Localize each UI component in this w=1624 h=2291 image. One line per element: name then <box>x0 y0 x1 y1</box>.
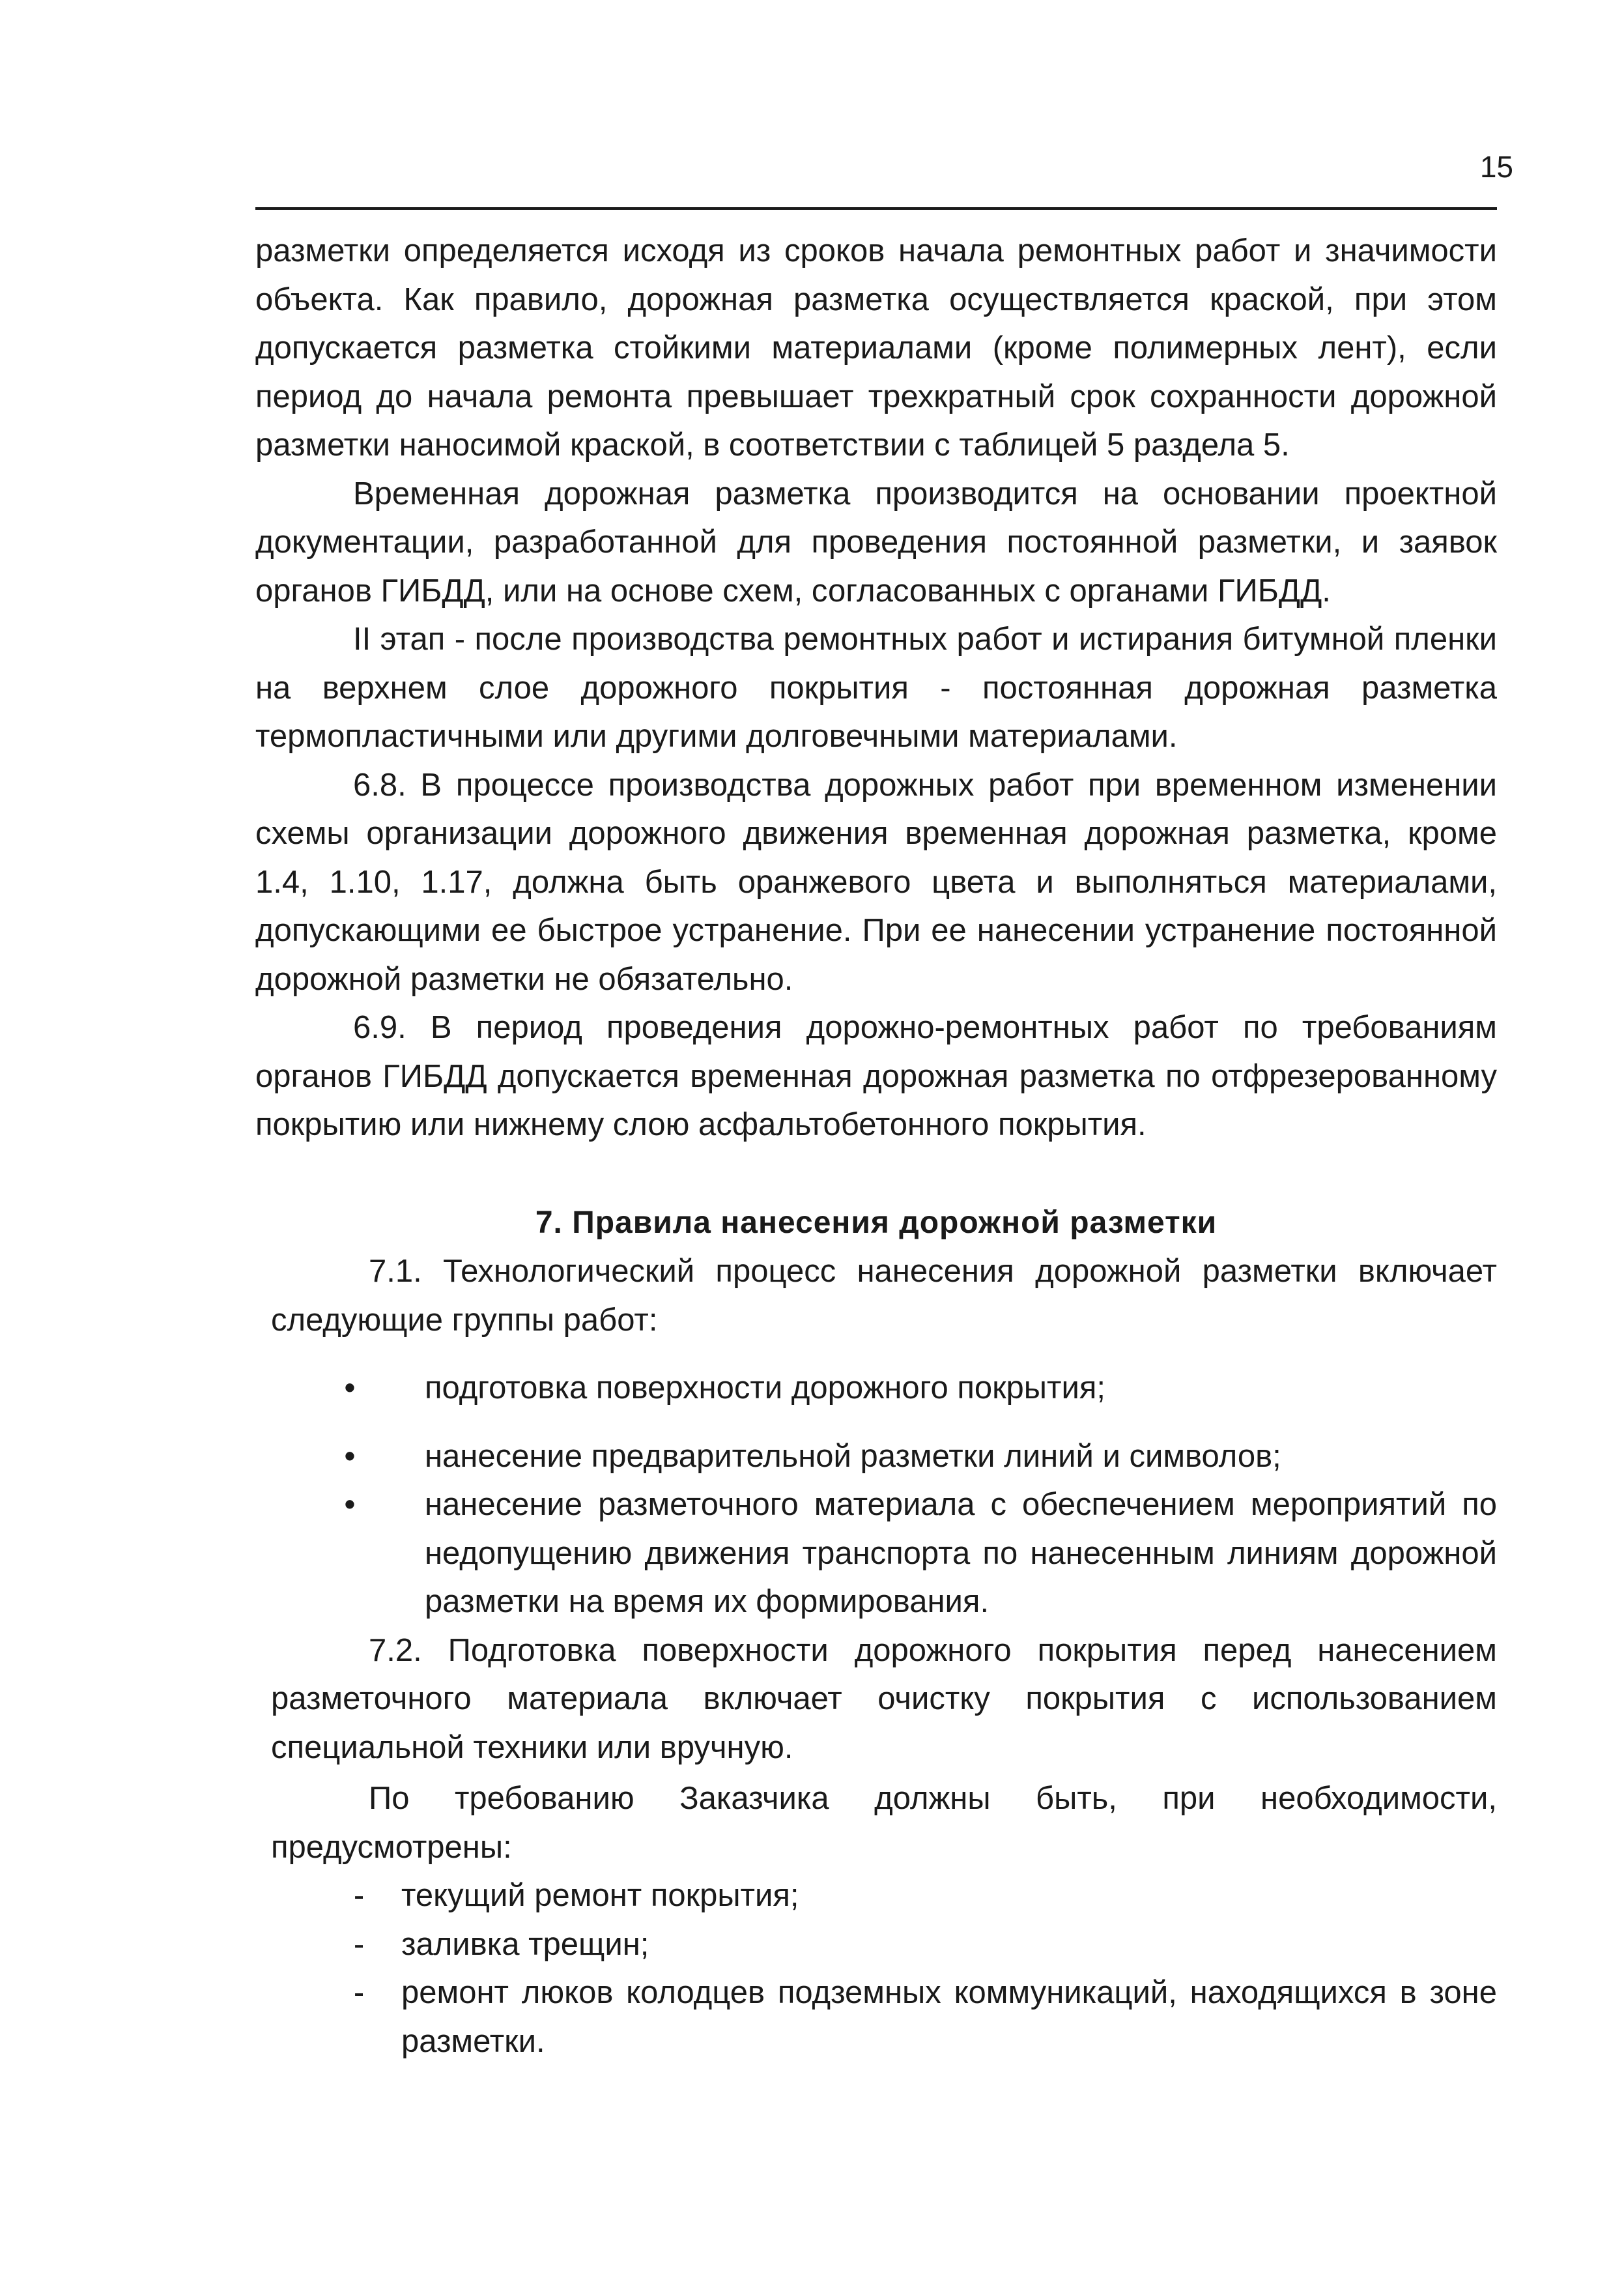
page-number: 15 <box>1479 150 1513 184</box>
paragraph-7-2: 7.2. Подготовка поверхности дорожного покрытия перед нанесением разметочного материала включает очистку покрытия с использованием специальной техники или вручную. <box>271 1632 1497 1765</box>
document-body <box>255 227 1497 2066</box>
list-item-text: нанесение предварительной разметки линий и символов; <box>425 1438 1281 1474</box>
paragraph-7-1: 7.1. Технологический процесс нанесения дорожной разметки включает следующие группы работ: <box>271 1254 1497 1338</box>
paragraph-6-8: 6.8. В процессе производства дорожных работ при временном изменении схемы организации дорожного движения временная дорожная разметка, кроме 1.4, 1.10, 1.17, должна быть оранжевого цвета и выполняться материалами, допускающими ее быстрое устранение. При ее нанесении устранение постоянной дорожной разметки не обязательно. <box>255 767 1497 997</box>
bullet-mark: • <box>344 1370 356 1405</box>
list-item <box>271 1871 1497 1920</box>
dash-mark: - <box>353 1926 365 1962</box>
section-7-body-continued <box>255 1626 1497 1872</box>
list-item-text: подготовка поверхности дорожного покрытия; <box>425 1370 1105 1405</box>
dash-mark: - <box>353 1975 365 2010</box>
bullet-mark: • <box>344 1487 356 1522</box>
list-item-text: текущий ремонт покрытия; <box>401 1878 799 1913</box>
dash-mark: - <box>353 1878 365 1913</box>
list-item <box>271 1920 1497 1969</box>
list-item <box>255 1432 1497 1481</box>
paragraph-customer-requirements: По требованию Заказчика должны быть, при необходимости, предусмотрены: <box>271 1781 1497 1865</box>
paragraph-6-9: 6.9. В период проведения дорожно-ремонтных работ по требованиям органов ГИБДД допускается временная дорожная разметка по отфрезерованному покрытию или нижнему слою асфальтобетонного покрытия. <box>255 1010 1497 1142</box>
list-item <box>271 1968 1497 2066</box>
bullet-mark: • <box>344 1438 356 1474</box>
dash-list <box>255 1871 1497 2066</box>
bullet-list <box>255 1364 1497 1626</box>
paragraph-temporary-marking: Временная дорожная разметка производится на основании проектной документации, разработанной для проведения постоянной разметки, и заявок органов ГИБДД, или на основе схем, согласованных с органами ГИБДД. <box>255 476 1497 609</box>
list-item-text: заливка трещин; <box>401 1926 649 1962</box>
list-item <box>255 1364 1497 1413</box>
section-7-body <box>255 1247 1497 1344</box>
section-heading: 7. Правила нанесения дорожной разметки <box>535 1205 1218 1240</box>
paragraph-stage-two: II этап - после производства ремонтных работ и истирания битумной пленки на верхнем слое дорожного покрытия - постоянная дорожная разметка термопластичными или другими долговечными материалами. <box>255 622 1497 754</box>
list-item <box>255 1480 1497 1626</box>
list-item-text: нанесение разметочного материала с обеспечением мероприятий по недопущению движения транспорта по нанесенным линиям дорожной разметки на время их формирования. <box>425 1487 1497 1619</box>
paragraph-continuation: разметки определяется исходя из сроков начала ремонтных работ и значимости объекта. Как правило, дорожная разметка осуществляется краской, при этом допускается разметка стойкими материалами (кроме полимерных лент), если период до начала ремонта превышает трехкратный срок сохранности дорожной разметки наносимой краской, в соответствии с таблицей 5 раздела 5. <box>255 233 1497 463</box>
list-item-text: ремонт люков колодцев подземных коммуникаций, находящихся в зоне разметки. <box>401 1975 1497 2059</box>
header-rule <box>255 207 1497 210</box>
